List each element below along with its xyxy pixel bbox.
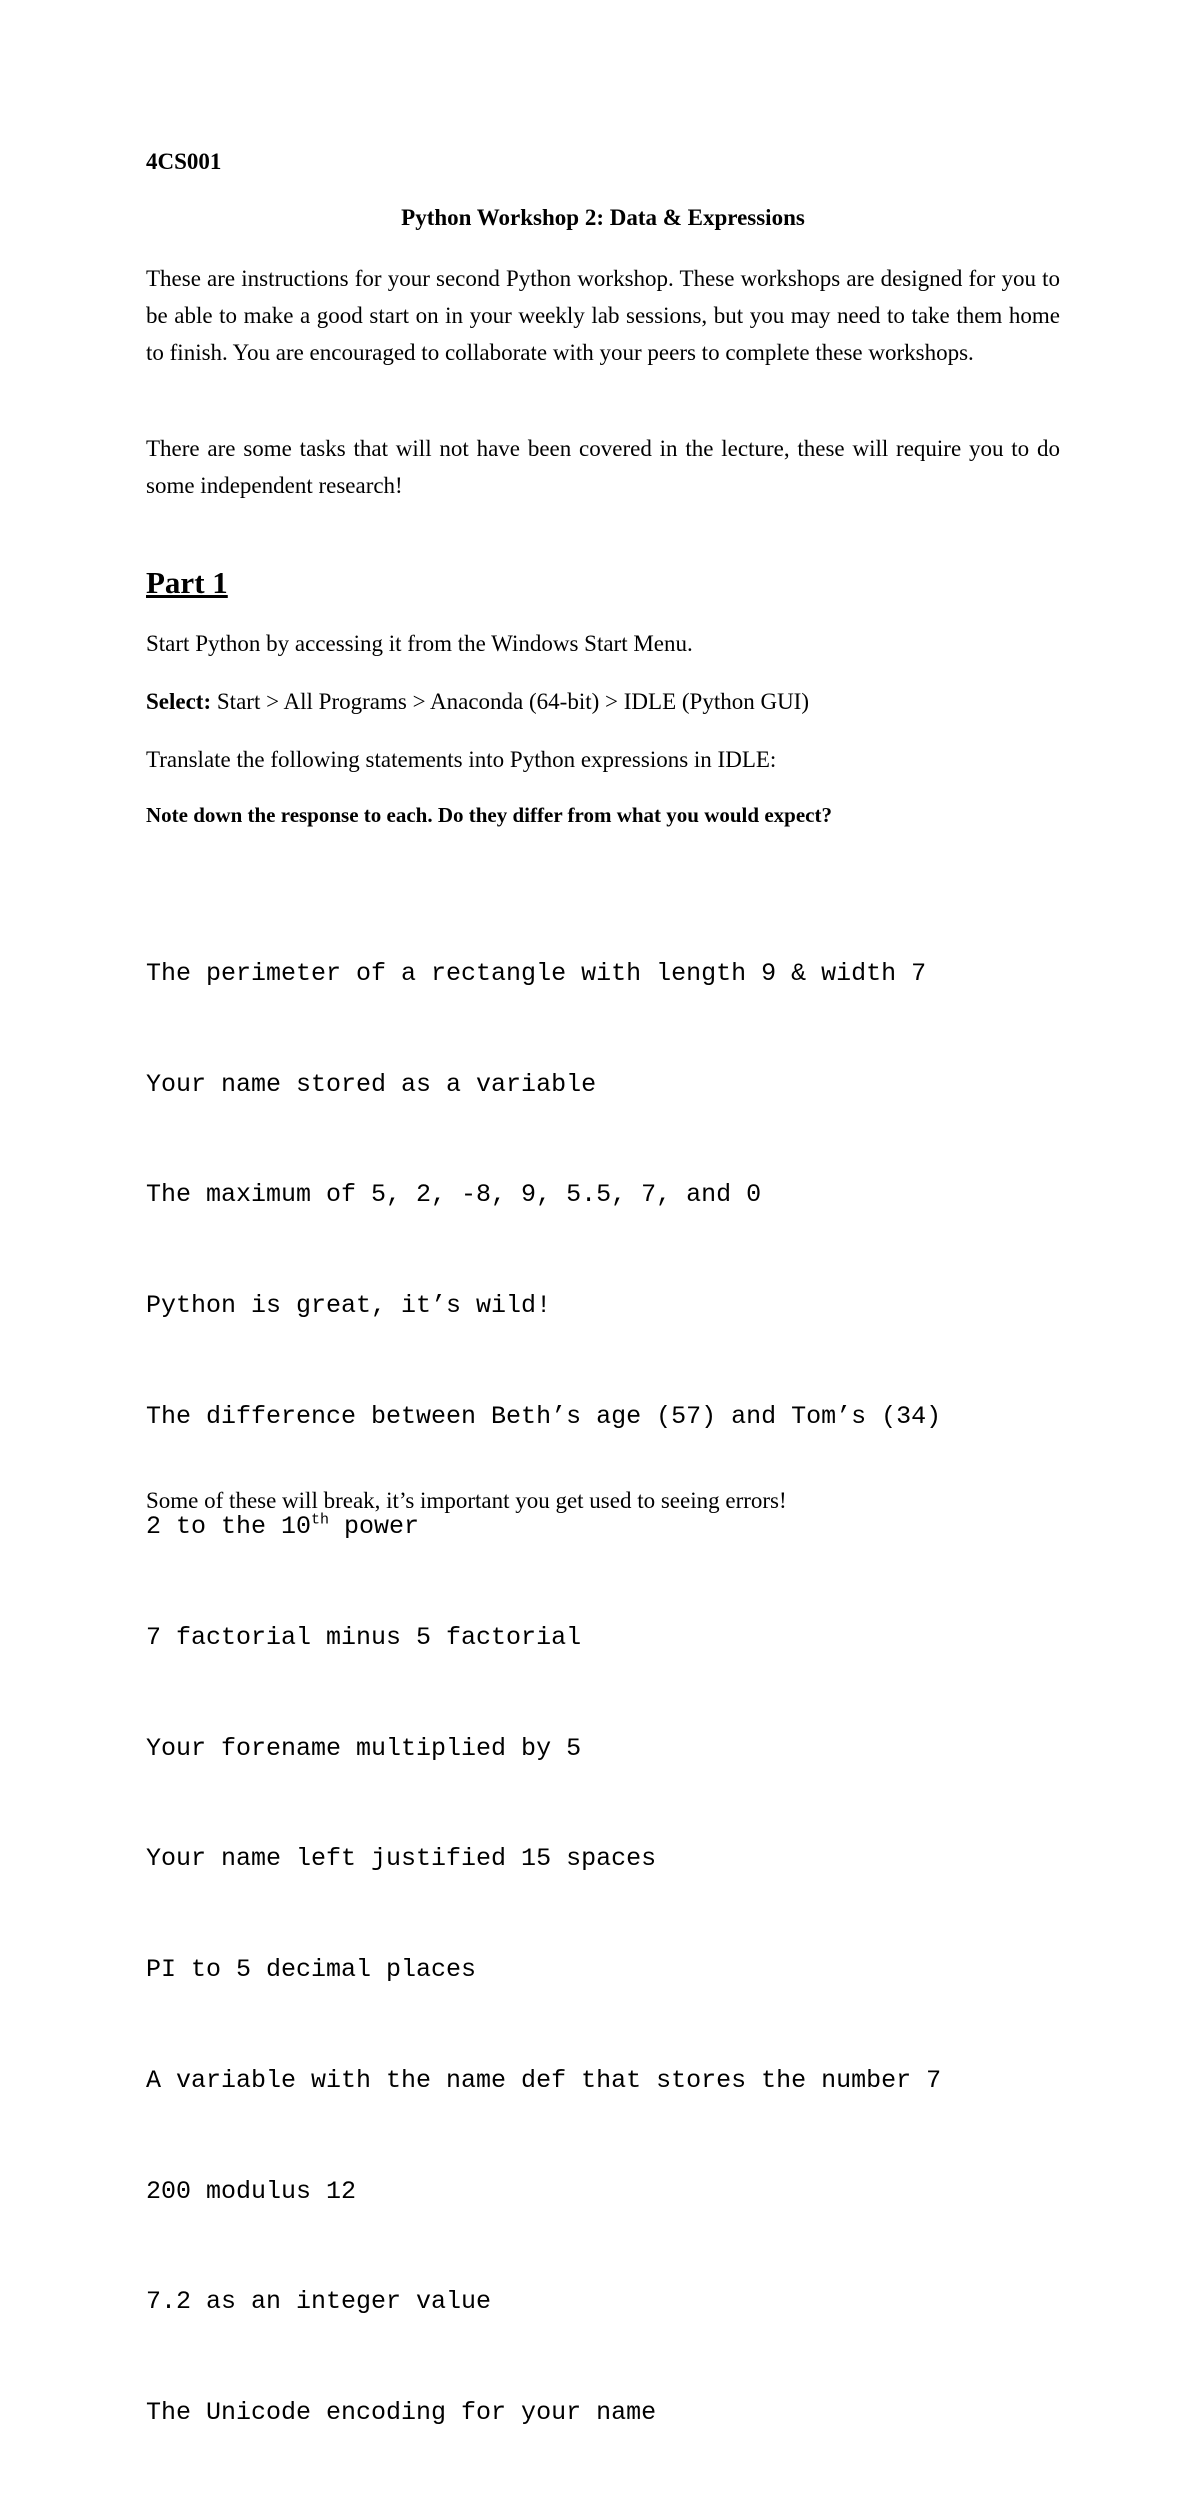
statement-item: 7 factorial minus 5 factorial (146, 1623, 582, 1653)
select-instruction (146, 688, 1060, 716)
statement-item: 7.2 as an integer value (146, 2287, 492, 2317)
statement-item: Your name left justified 15 spaces (146, 1844, 657, 1874)
statement-item: The Unicode encoding for your name (146, 2397, 657, 2427)
statement-item: Python is great, it’s wild! (146, 1290, 552, 1320)
statement-item: The difference between Beth’s age (57) and Tom’s (34) (146, 1401, 942, 1431)
part-1-heading: Part 1 (146, 565, 228, 600)
closing-note: Some of these will break, it’s important you get used to seeing errors! (146, 1488, 787, 1513)
statement-item (146, 1509, 1060, 1546)
statement-item: PI to 5 decimal places (146, 1955, 477, 1985)
research-note-paragraph: There are some tasks that will not have been covered in the lecture, these will require you to do some independent research! (146, 436, 1060, 498)
statement-text: 2 to the 10 (146, 1512, 312, 1542)
statement-item: Your name stored as a variable (146, 1069, 597, 1099)
statement-item: A variable with the name def that stores the number 7 (146, 2065, 942, 2095)
statement-item: Your forename multiplied by 5 (146, 1733, 582, 1763)
note-instruction: Note down the response to each. Do they differ from what you would expect? (146, 803, 832, 827)
intro-paragraph: These are instructions for your second Python workshop. These workshops are designed for you to be able to make a good start on in your weekly lab sessions, but you may need to take them home to finish. You are encouraged to collaborate with your peers to complete these workshops. (146, 266, 1060, 365)
document-title: Python Workshop 2: Data & Expressions (401, 205, 805, 230)
superscript: th (311, 1512, 330, 1529)
statement-list (146, 882, 1060, 2506)
start-instruction: Start Python by accessing it from the Windows Start Menu. (146, 631, 693, 656)
select-path: Start > All Programs > Anaconda (64-bit) > IDLE (Python GUI) (216, 689, 809, 714)
statement-text: power (329, 1512, 420, 1542)
statement-item: 200 modulus 12 (146, 2176, 357, 2206)
statement-item: The perimeter of a rectangle with length 9 & width 7 (146, 958, 927, 988)
translate-instruction: Translate the following statements into Python expressions in IDLE: (146, 747, 777, 772)
select-label: Select: (146, 689, 212, 714)
course-code: 4CS001 (146, 149, 222, 174)
statement-item: The maximum of 5, 2, -8, 9, 5.5, 7, and 0 (146, 1180, 762, 1210)
